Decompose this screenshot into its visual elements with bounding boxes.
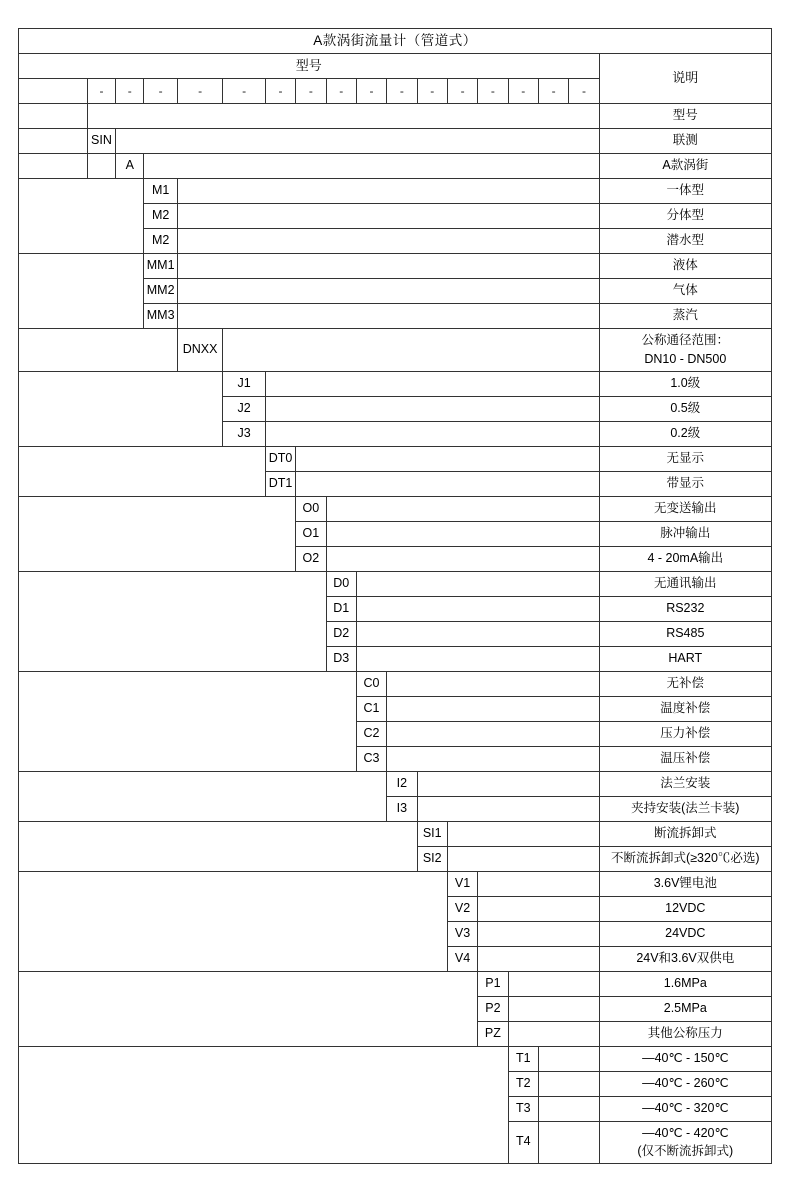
desc-sensor-install-1: 断流拆卸式 <box>599 821 771 846</box>
desc-power-4: 24V和3.6V双供电 <box>599 946 771 971</box>
row-temperature-1 <box>19 1046 772 1071</box>
dash-cell: - <box>356 79 386 104</box>
dash-cell: - <box>569 79 599 104</box>
dash-cell <box>19 79 88 104</box>
label-power-supply: 供电电源 <box>19 871 448 971</box>
code-t1: T1 <box>508 1046 538 1071</box>
code-m2-submersible: M2 <box>144 229 177 254</box>
label-instrument-type: 仪表类型 <box>19 179 144 254</box>
empty-span <box>387 671 599 696</box>
desc-temperature-4-line1: —40℃ - 420℃ <box>642 1125 729 1140</box>
code-m2-split: M2 <box>144 204 177 229</box>
row-comm-1 <box>19 571 772 596</box>
desc-transmit-1: 无变送输出 <box>599 496 771 521</box>
empty-span <box>508 971 599 996</box>
label-medium: 测量介质 <box>19 254 144 329</box>
label-temperature-grade: 耐温等级 <box>19 1046 509 1164</box>
dash-cell: - <box>387 79 417 104</box>
desc-power-3: 24VDC <box>599 921 771 946</box>
empty-span <box>116 129 599 154</box>
desc-model: 型号 <box>599 104 771 129</box>
code-dt1: DT1 <box>265 471 295 496</box>
row-transmit-1 <box>19 496 772 521</box>
desc-nominal-diameter <box>599 329 771 372</box>
code-i3: I3 <box>387 796 417 821</box>
desc-steam: 蒸汽 <box>599 304 771 329</box>
row-medium-1 <box>19 254 772 279</box>
label-nominal-diameter: 公称通径 <box>19 329 178 372</box>
model-selection-table <box>18 28 772 1164</box>
dash-cell: - <box>177 79 223 104</box>
empty-span <box>387 721 599 746</box>
label-nominal-pressure: 公称压力 <box>19 971 478 1046</box>
code-d3: D3 <box>326 646 356 671</box>
empty-span <box>265 371 599 396</box>
dash-cell: - <box>144 79 177 104</box>
code-dnxx: DNXX <box>177 329 223 372</box>
code-j3: J3 <box>223 421 265 446</box>
empty-span <box>478 896 599 921</box>
dash-cell: - <box>447 79 477 104</box>
code-d1: D1 <box>326 596 356 621</box>
empty-span <box>538 1046 599 1071</box>
code-o0: O0 <box>296 496 326 521</box>
row-nominal-diameter <box>19 329 772 372</box>
code-pz: PZ <box>478 1021 508 1046</box>
code-d2: D2 <box>326 621 356 646</box>
desc-temperature-2: —40℃ - 260℃ <box>599 1071 771 1096</box>
row-accuracy-1 <box>19 371 772 396</box>
empty-span <box>387 696 599 721</box>
row-display-1 <box>19 446 772 471</box>
code-o1: O1 <box>296 521 326 546</box>
code-j1: J1 <box>223 371 265 396</box>
empty-span <box>177 254 599 279</box>
row-pressure-1 <box>19 971 772 996</box>
dash-cell: - <box>326 79 356 104</box>
empty-span <box>265 396 599 421</box>
code-si1: SI1 <box>417 821 447 846</box>
empty-span <box>356 646 599 671</box>
desc-temperature-1: —40℃ - 150℃ <box>599 1046 771 1071</box>
dash-cell: - <box>478 79 508 104</box>
desc-compensation-4: 温压补偿 <box>599 746 771 771</box>
desc-liquid: 液体 <box>599 254 771 279</box>
empty-span <box>538 1096 599 1121</box>
label-accuracy: 精度等级 <box>19 371 223 446</box>
empty-span <box>177 279 599 304</box>
empty-span <box>417 796 599 821</box>
empty-span <box>387 746 599 771</box>
code-i2: I2 <box>387 771 417 796</box>
code-v2: V2 <box>447 896 477 921</box>
code-p2: P2 <box>478 996 508 1021</box>
desc-temperature-3: —40℃ - 320℃ <box>599 1096 771 1121</box>
empty-span <box>144 154 599 179</box>
desc-installation-1: 法兰安装 <box>599 771 771 796</box>
desc-sensor-install-2: 不断流拆卸式(≥320℃必选) <box>599 846 771 871</box>
empty-span <box>265 421 599 446</box>
empty-span <box>326 546 599 571</box>
desc-temperature-4-line2: (仅不断流拆卸式) <box>637 1144 734 1159</box>
empty-span <box>538 1121 599 1164</box>
empty-span <box>356 571 599 596</box>
desc-integrated: 一体型 <box>599 179 771 204</box>
empty-span <box>223 329 599 372</box>
empty-span <box>356 621 599 646</box>
desc-transmit-2: 脉冲输出 <box>599 521 771 546</box>
empty-span <box>177 179 599 204</box>
empty-span <box>508 1021 599 1046</box>
desc-installation-2: 夹持安装(法兰卡装) <box>599 796 771 821</box>
page-title: A款涡街流量计（管道式） <box>19 29 772 54</box>
code-o2: O2 <box>296 546 326 571</box>
empty-span <box>326 521 599 546</box>
desc-accuracy-3: 0.2级 <box>599 421 771 446</box>
code-m1: M1 <box>144 179 177 204</box>
code-t3: T3 <box>508 1096 538 1121</box>
code-v3: V3 <box>447 921 477 946</box>
desc-power-1: 3.6V锂电池 <box>599 871 771 896</box>
dash-cell: - <box>296 79 326 104</box>
desc-pressure-2: 2.5MPa <box>599 996 771 1021</box>
dash-cell: - <box>508 79 538 104</box>
code-dt0: DT0 <box>265 446 295 471</box>
empty-span <box>508 996 599 1021</box>
empty-span <box>296 446 599 471</box>
empty-span <box>177 304 599 329</box>
code-t2: T2 <box>508 1071 538 1096</box>
row-power-1 <box>19 871 772 896</box>
desc-pressure-1: 1.6MPa <box>599 971 771 996</box>
label-company: 公司名称 <box>19 129 88 154</box>
table-header-row <box>19 54 772 79</box>
code-a: A <box>116 154 144 179</box>
desc-comm-2: RS232 <box>599 596 771 621</box>
code-j2: J2 <box>223 396 265 421</box>
code-c3: C3 <box>356 746 386 771</box>
code-mm1: MM1 <box>144 254 177 279</box>
dash-cell: - <box>87 79 115 104</box>
desc-display-1: 无显示 <box>599 446 771 471</box>
table-title-row <box>19 29 772 54</box>
empty-span <box>417 771 599 796</box>
empty-span <box>538 1071 599 1096</box>
row-sensor-install-1 <box>19 821 772 846</box>
desc-temperature-4 <box>599 1121 771 1164</box>
row-series <box>19 154 772 179</box>
label-comm-output: 通讯输出类型 <box>19 571 327 671</box>
empty-span <box>326 496 599 521</box>
desc-power-2: 12VDC <box>599 896 771 921</box>
code-v4: V4 <box>447 946 477 971</box>
row-instrument-type-1 <box>19 179 772 204</box>
desc-accuracy-1: 1.0级 <box>599 371 771 396</box>
dash-cell: - <box>223 79 265 104</box>
desc-nominal-diameter-line2: DN10 - DN500 <box>644 351 727 366</box>
label-compensation: 补偿类型 <box>19 671 357 771</box>
code-p1: P1 <box>478 971 508 996</box>
dash-cell: - <box>116 79 144 104</box>
empty-span <box>447 821 599 846</box>
desc-comm-1: 无通讯输出 <box>599 571 771 596</box>
empty-cell <box>19 154 88 179</box>
model-header: 型号 <box>19 54 600 79</box>
dash-cell: - <box>538 79 568 104</box>
empty-span <box>447 846 599 871</box>
desc-gas: 气体 <box>599 279 771 304</box>
empty-span <box>87 104 599 129</box>
desc-split: 分体型 <box>599 204 771 229</box>
empty-span <box>296 471 599 496</box>
desc-series: A款涡街 <box>599 154 771 179</box>
label-display-type: 显示类型 <box>19 446 266 496</box>
row-model-code <box>19 104 772 129</box>
label-installation: 安装方式 <box>19 771 387 821</box>
desc-compensation-1: 无补偿 <box>599 671 771 696</box>
code-sin: SIN <box>87 129 115 154</box>
empty-span <box>478 921 599 946</box>
empty-span <box>478 946 599 971</box>
code-d0: D0 <box>326 571 356 596</box>
code-c0: C0 <box>356 671 386 696</box>
row-compensation-1 <box>19 671 772 696</box>
desc-comm-4: HART <box>599 646 771 671</box>
desc-company: 联测 <box>599 129 771 154</box>
label-sensor-installation: 传感器安装方式 <box>19 821 418 871</box>
empty-span <box>356 596 599 621</box>
code-si2: SI2 <box>417 846 447 871</box>
dash-cell: - <box>417 79 447 104</box>
row-company <box>19 129 772 154</box>
row-installation-1 <box>19 771 772 796</box>
label-transmit-output: 变送输出类型 <box>19 496 296 571</box>
code-c1: C1 <box>356 696 386 721</box>
code-mm3: MM3 <box>144 304 177 329</box>
desc-transmit-3: 4 - 20mA输出 <box>599 546 771 571</box>
desc-submersible: 潜水型 <box>599 229 771 254</box>
desc-pressure-3: 其他公称压力 <box>599 1021 771 1046</box>
desc-compensation-2: 温度补偿 <box>599 696 771 721</box>
desc-compensation-3: 压力补偿 <box>599 721 771 746</box>
code-v1: V1 <box>447 871 477 896</box>
desc-nominal-diameter-line1: 公称通径范围： <box>641 333 730 347</box>
code-t4: T4 <box>508 1121 538 1164</box>
empty-span <box>478 871 599 896</box>
description-header: 说明 <box>599 54 771 104</box>
empty-cell <box>87 154 115 179</box>
empty-span <box>177 204 599 229</box>
code-c2: C2 <box>356 721 386 746</box>
code-mm2: MM2 <box>144 279 177 304</box>
desc-comm-3: RS485 <box>599 621 771 646</box>
desc-accuracy-2: 0.5级 <box>599 396 771 421</box>
dash-cell: - <box>265 79 295 104</box>
desc-display-2: 带显示 <box>599 471 771 496</box>
empty-span <box>177 229 599 254</box>
code-lugb: LUGB <box>19 104 88 129</box>
